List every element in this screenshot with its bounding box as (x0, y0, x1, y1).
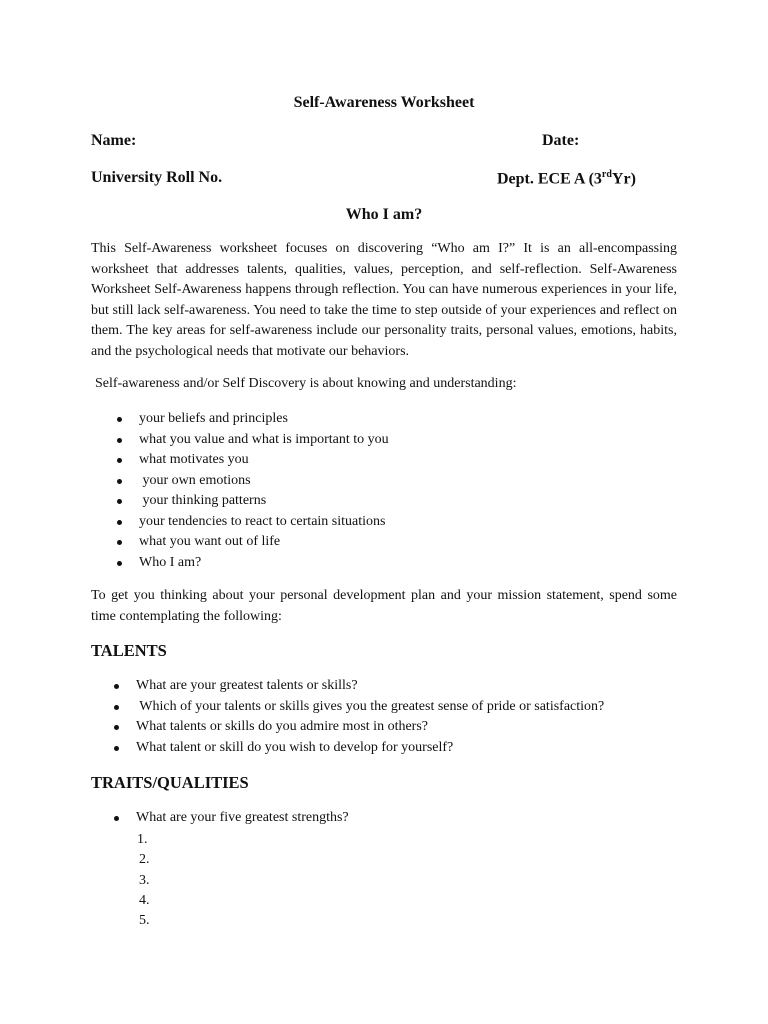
department-prefix: Dept. ECE A (3 (497, 170, 602, 188)
bullet-icon (117, 561, 122, 566)
list-item: Which of your talents or skills gives you the greatest sense of pride or satisfaction? (114, 697, 604, 718)
intro-paragraph: This Self-Awareness worksheet focuses on discovering “Who am I?” It is an all-encompassing worksheet that addresses talents, qualities, values, perception, and self-reflection. Self-Awareness Worksheet Self-Awareness happens through reflection. You can have numerous experiences in your life, but still lack self-awareness. You need to take the time to step outside of your experiences and reflect on them. The key areas for self-awareness include our personality traits, personal values, emotions, habits, and the psychological needs that motivate our behaviors. (91, 241, 677, 359)
list-item: what you want out of life (117, 532, 389, 553)
section-subtitle: Who I am? (345, 206, 423, 223)
bullet-icon (117, 438, 122, 443)
discovery-list (117, 409, 389, 573)
bullet-icon (114, 705, 119, 710)
numbered-item: 4. (139, 892, 150, 908)
list-item: your tendencies to react to certain situations (117, 512, 389, 533)
list-item: your own emotions (117, 471, 389, 492)
plan-paragraph: To get you thinking about your personal development plan and your mission statement, spend some time contemplating the following: (91, 588, 677, 624)
numbered-item: 3. (139, 872, 150, 888)
bullet-icon (117, 499, 122, 504)
bullet-icon (114, 684, 119, 689)
bullet-icon (114, 725, 119, 730)
list-item: What are your greatest talents or skills? (114, 676, 604, 697)
list-item: What are your five greatest strengths? (114, 808, 349, 829)
department-superscript: rd (601, 169, 612, 180)
numbered-item: 5. (139, 913, 150, 929)
list-item: What talent or skill do you wish to develop for yourself? (114, 738, 604, 759)
list-item: your thinking patterns (117, 491, 389, 512)
strengths-numbered-list (137, 830, 150, 931)
page-title: Self-Awareness Worksheet (293, 94, 475, 111)
bullet-icon (114, 746, 119, 751)
list-item: your beliefs and principles (117, 409, 389, 430)
talents-list (114, 676, 604, 758)
bullet-icon (117, 540, 122, 545)
roll-number-label: University Roll No. (91, 169, 223, 186)
numbered-item: 1. (137, 832, 148, 847)
bullet-icon (117, 417, 122, 422)
department-label (497, 169, 636, 188)
name-label: Name: (91, 132, 137, 149)
list-item: What talents or skills do you admire most in others? (114, 717, 604, 738)
bullet-icon (117, 458, 122, 463)
bullet-icon (117, 479, 122, 484)
department-suffix: Yr) (611, 170, 636, 188)
list-item: what you value and what is important to you (117, 430, 389, 451)
bullet-icon (114, 816, 119, 821)
discovery-intro: Self-awareness and/or Self Discovery is about knowing and understanding: (95, 376, 517, 391)
numbered-item: 2. (139, 852, 150, 868)
list-item: what motivates you (117, 450, 389, 471)
traits-heading: TRAITS/QUALITIES (91, 773, 249, 792)
bullet-icon (117, 520, 122, 525)
talents-heading: TALENTS (91, 641, 167, 660)
date-label: Date: (542, 132, 580, 149)
traits-list (114, 808, 349, 829)
list-item: Who I am? (117, 553, 389, 574)
